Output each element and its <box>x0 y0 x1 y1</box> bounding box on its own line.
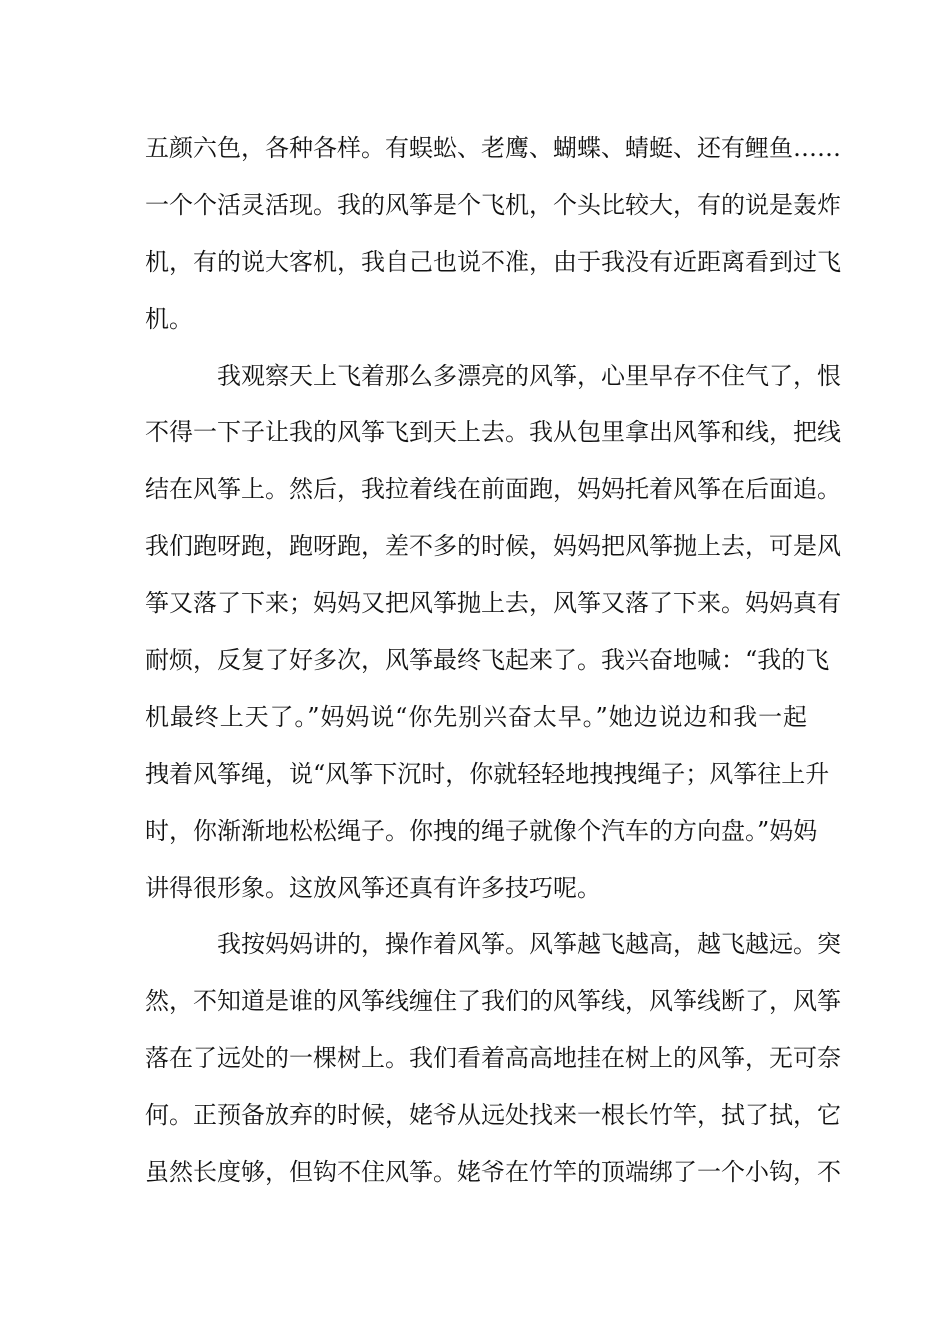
text-line: 筝又落了下来；妈妈又把风筝抛上去，风筝又落了下来。妈妈真有 <box>145 589 841 618</box>
text-line: 落在了远处的一棵树上。我们看着高高地挂在树上的风筝，无可奈 <box>145 1044 841 1073</box>
paragraph-first-line: 我观察天上飞着那么多漂亮的风筝，心里早存不住气了，恨 <box>217 361 841 390</box>
text-line: 何。正预备放弃的时候，姥爷从远处找来一根长竹竿，拭了拭，它 <box>145 1101 841 1130</box>
text-line: 然，不知道是谁的风筝线缠住了我们的风筝线，风筝线断了，风筝 <box>145 987 841 1016</box>
text-line: 讲得很形象。这放风筝还真有许多技巧呢。 <box>145 873 601 902</box>
text-line: 机。 <box>145 304 193 333</box>
text-line: 虽然长度够，但钩不住风筝。姥爷在竹竿的顶端绑了一个小钩，不 <box>145 1158 841 1187</box>
text-line: 我们跑呀跑，跑呀跑，差不多的时候，妈妈把风筝抛上去，可是风 <box>145 532 841 561</box>
text-line: 不得一下子让我的风筝飞到天上去。我从包里拿出风筝和线，把线 <box>145 418 841 447</box>
text-line: 拽着风筝绳，说“风筝下沉时，你就轻轻地拽拽绳子；风筝往上升 <box>145 759 830 788</box>
text-line: 机，有的说大客机，我自己也说不准，由于我没有近距离看到过飞 <box>145 247 841 276</box>
text-line: 机最终上天了。”妈妈说“你先别兴奋太早。”她边说边和我一起 <box>145 702 807 731</box>
text-line: 一个个活灵活现。我的风筝是个飞机，个头比较大，有的说是轰炸 <box>145 190 841 219</box>
body-text <box>145 128 841 1209</box>
text-line: 时，你渐渐地松松绳子。你拽的绳子就像个汽车的方向盘。”妈妈 <box>145 816 818 845</box>
paragraph-first-line: 我按妈妈讲的，操作着风筝。风筝越飞越高，越飞越远。突 <box>217 930 841 959</box>
text-line: 结在风筝上。然后，我拉着线在前面跑，妈妈托着风筝在后面追。 <box>145 475 841 504</box>
text-line: 五颜六色，各种各样。有蜈蚣、老鹰、蝴蝶、蜻蜓、还有鲤鱼…… <box>145 134 841 162</box>
text-line: 耐烦，反复了好多次，风筝最终飞起来了。我兴奋地喊：“我的飞 <box>145 646 830 675</box>
